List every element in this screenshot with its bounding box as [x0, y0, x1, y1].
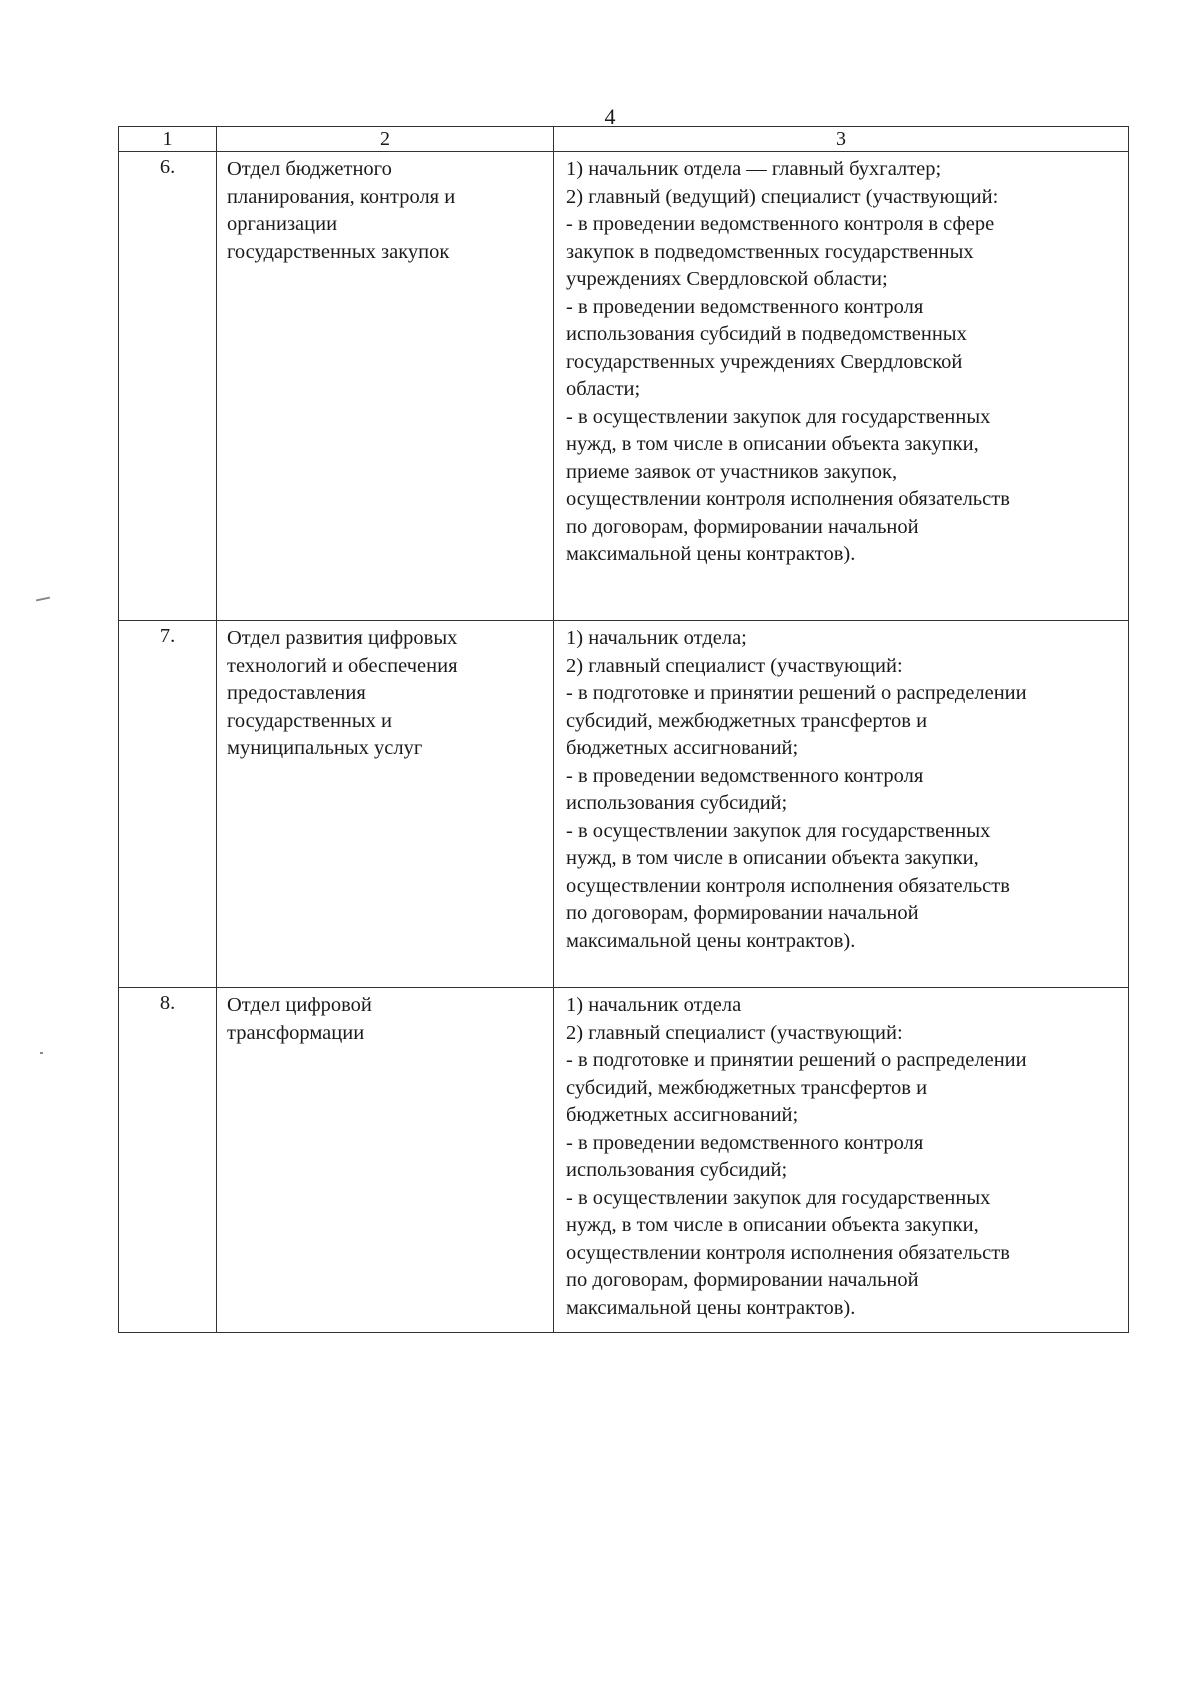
department-line: Отдел развития цифровых [227, 627, 458, 649]
department-line: государственных и [227, 709, 393, 732]
department-line: технологий и обеспечения [227, 654, 458, 677]
duty-line: по договорам, формировании начальной [566, 902, 919, 924]
column-header-3: 3 [554, 127, 1129, 152]
row-number: 7. [119, 621, 217, 988]
department-name [217, 621, 554, 988]
duty-line: - в проведении ведомственного контроля [566, 295, 924, 318]
duty-line: использования субсидий; [566, 792, 788, 814]
duty-line: по договорам, формировании начальной [566, 1269, 919, 1291]
positions-list [554, 988, 1129, 1333]
department-line: государственных закупок [227, 240, 450, 263]
duty-line: государственных учреждениях Свердловской [566, 350, 963, 373]
department-line: предоставления [227, 682, 366, 704]
duty-line: использования субсидий в подведомственных [566, 323, 967, 345]
duty-line: использования субсидий; [566, 1159, 788, 1181]
duty-line: нужд, в том числе в описании объекта закупки, [566, 847, 979, 869]
duty-line: максимальной цены контрактов). [566, 1296, 856, 1319]
duty-line: 1) начальник отдела; [566, 627, 747, 649]
duty-line: 2) главный (ведущий) специалист (участвующий: [566, 185, 999, 208]
duty-line: нужд, в том числе в описании объекта закупки, [566, 1214, 979, 1236]
duty-line: нужд, в том числе в описании объекта закупки, [566, 433, 979, 455]
department-name [217, 988, 554, 1333]
department-line: трансформации [227, 1021, 365, 1044]
duty-line: учреждениях Свердловской области; [566, 268, 888, 290]
department-name [217, 152, 554, 621]
duty-line: закупок в подведомственных государственных [566, 240, 974, 263]
department-line: муниципальных услуг [227, 737, 423, 759]
table-row [119, 621, 1129, 988]
duty-line: приеме заявок от участников закупок, [566, 460, 898, 483]
department-line: Отдел цифровой [227, 994, 372, 1016]
table-header-row [119, 127, 1129, 152]
duty-line: бюджетных ассигнований; [566, 737, 799, 759]
page-number: 4 [604, 104, 616, 129]
table-row [119, 988, 1129, 1333]
row-number: 8. [119, 988, 217, 1333]
duty-line: - в проведении ведомственного контроля [566, 1131, 924, 1154]
duty-line: - в подготовке и принятии решений о распределении [566, 1049, 1027, 1071]
duty-line: бюджетных ассигнований; [566, 1104, 799, 1126]
duty-line: осуществлении контроля исполнения обязательств [566, 488, 1010, 510]
duty-line: субсидий, межбюджетных трансфертов и [566, 709, 928, 732]
department-line: планирования, контроля и [227, 185, 456, 208]
duty-line: - в проведении ведомственного контроля в сфере [566, 213, 995, 235]
row-number: 6. [119, 152, 217, 621]
duty-line: максимальной цены контрактов). [566, 929, 856, 952]
positions-list [554, 621, 1129, 988]
scan-artifact [36, 597, 50, 602]
column-header-1: 1 [119, 127, 217, 152]
departments-table [118, 126, 1129, 1333]
column-header-2: 2 [217, 127, 554, 152]
duty-line: осуществлении контроля исполнения обязательств [566, 874, 1010, 897]
duty-line: - в осуществлении закупок для государственных [566, 819, 991, 842]
duty-line: максимальной цены контрактов). [566, 543, 856, 565]
duty-line: 1) начальник отдела — главный бухгалтер; [566, 158, 942, 180]
duty-line: 1) начальник отдела [566, 994, 742, 1016]
duty-line: субсидий, межбюджетных трансфертов и [566, 1076, 928, 1099]
duty-line: по договорам, формировании начальной [566, 515, 919, 538]
department-line: организации [227, 213, 338, 235]
duty-line: - в проведении ведомственного контроля [566, 764, 924, 787]
department-line: Отдел бюджетного [227, 158, 392, 180]
duty-line: - в осуществлении закупок для государственных [566, 1186, 991, 1209]
table-row [119, 152, 1129, 621]
duty-line: области; [566, 378, 641, 400]
duty-line: - в осуществлении закупок для государственных [566, 405, 991, 428]
scan-artifact [40, 1052, 43, 1054]
duty-line: 2) главный специалист (участвующий: [566, 1021, 903, 1044]
positions-list [554, 152, 1129, 621]
duty-line: осуществлении контроля исполнения обязательств [566, 1241, 1010, 1264]
duty-line: 2) главный специалист (участвующий: [566, 654, 903, 677]
duty-line: - в подготовке и принятии решений о распределении [566, 682, 1027, 704]
